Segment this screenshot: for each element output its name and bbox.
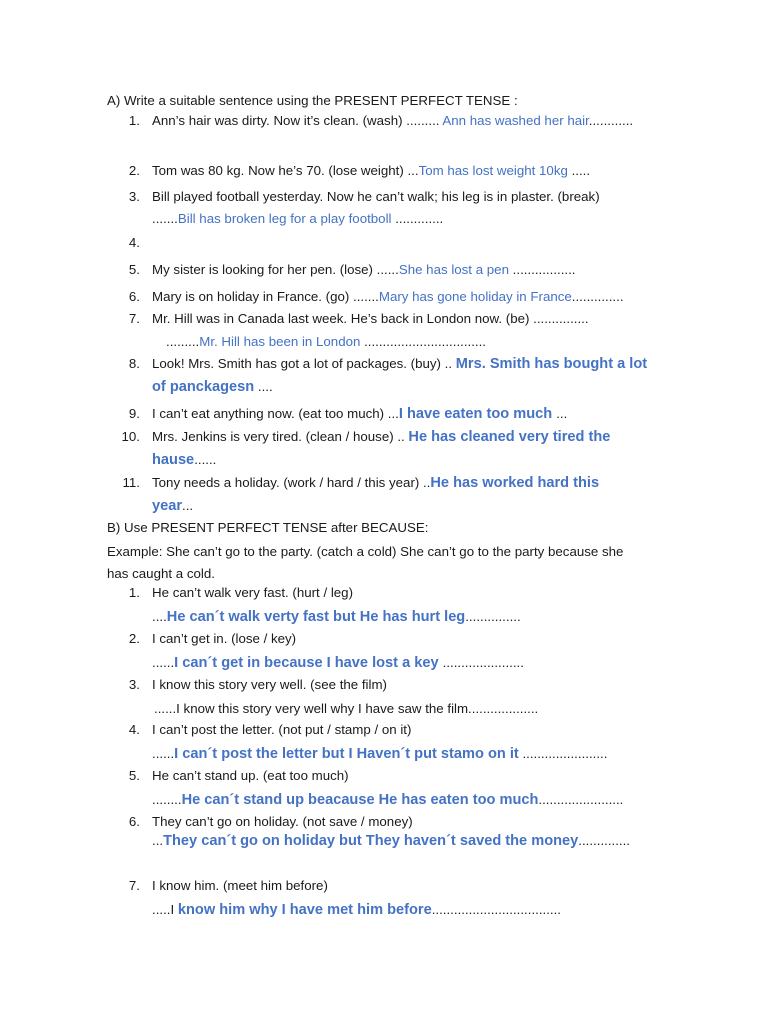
answer-line: ......I know this story very well why I have saw the film................... bbox=[154, 701, 539, 716]
answer-tail: ............ bbox=[588, 113, 634, 128]
answer-lead: ....... bbox=[152, 211, 178, 226]
question-text: They can’t go on holiday. (not save / money) bbox=[152, 814, 413, 829]
example-line: Example: She can’t go to the party. (catch a cold) She can’t go to the party because she bbox=[107, 544, 624, 559]
item-number: 6. bbox=[128, 814, 140, 829]
question-text: Tom was 80 kg. Now he’s 70. (lose weight) ... bbox=[152, 163, 419, 178]
item-number: 3. bbox=[128, 189, 140, 204]
list-item bbox=[152, 162, 590, 180]
item-number: 6. bbox=[128, 289, 140, 304]
answer-tail: ....................... bbox=[538, 792, 624, 807]
list-item bbox=[152, 405, 567, 423]
item-number: 8. bbox=[128, 356, 140, 371]
answer-line bbox=[152, 791, 623, 809]
answer-lead: ... bbox=[152, 833, 164, 848]
item-number: 3. bbox=[128, 677, 140, 692]
answer-tail: ... bbox=[556, 406, 568, 421]
item-number: 1. bbox=[128, 113, 140, 128]
question-text: Mr. Hill was in Canada last week. He’s back in London now. (be) ............... bbox=[152, 311, 589, 326]
answer-line bbox=[152, 608, 521, 626]
answer-line bbox=[152, 901, 561, 919]
question-text: My sister is looking for her pen. (lose) ...... bbox=[152, 262, 399, 277]
item-number: 7. bbox=[128, 878, 140, 893]
question-text: I know him. (meet him before) bbox=[152, 878, 328, 893]
section-b-heading: B) Use PRESENT PERFECT TENSE after BECAUSE: bbox=[107, 520, 429, 535]
answer-line bbox=[152, 832, 630, 850]
item-number: 5. bbox=[128, 262, 140, 277]
answer-text: Ann has washed her hair bbox=[442, 113, 589, 128]
answer-text: Mary has gone holiday in France bbox=[378, 289, 572, 304]
answer-tail: .............. bbox=[571, 289, 624, 304]
answer-line bbox=[152, 654, 524, 672]
answer-lead: ...... bbox=[152, 655, 175, 670]
answer-tail: .............. bbox=[578, 833, 631, 848]
item-number: 5. bbox=[128, 768, 140, 783]
answer-text: hause bbox=[152, 452, 195, 468]
answer-tail: ....................... bbox=[518, 746, 608, 761]
answer-text: Tom has lost weight 10kg bbox=[418, 163, 568, 178]
answer-text: I can´t post the letter but I Haven´t put stamo on it bbox=[174, 746, 519, 762]
question-text: Ann’s hair was dirty. Now it’s clean. (wash) ......... bbox=[152, 113, 443, 128]
item-number: 7. bbox=[128, 311, 140, 326]
question-text: I can’t get in. (lose / key) bbox=[152, 631, 297, 646]
question-text: He can’t walk very fast. (hurt / leg) bbox=[152, 585, 353, 600]
answer-tail: .... bbox=[254, 379, 273, 394]
answer-text: of panckagesn bbox=[152, 379, 255, 395]
answer-text: He can´t stand up beacause He has eaten too much bbox=[181, 792, 539, 808]
item-number: 1. bbox=[128, 585, 140, 600]
answer-tail: ..... bbox=[567, 163, 591, 178]
question-text: I can’t post the letter. (not put / stamp / on it) bbox=[152, 722, 412, 737]
answer-text: know him why I have met him before bbox=[177, 902, 432, 918]
answer-text: He has worked hard this bbox=[430, 475, 600, 491]
item-number: 10. bbox=[121, 429, 140, 444]
question-text: He can’t stand up. (eat too much) bbox=[152, 768, 349, 783]
answer-tail: ................................... bbox=[431, 902, 562, 917]
list-item bbox=[152, 288, 624, 306]
question-text: Mary is on holiday in France. (go) ....... bbox=[152, 289, 379, 304]
item-number: 4. bbox=[128, 235, 140, 250]
question-text: Bill played football yesterday. Now he can’t walk; his leg is in plaster. (break) bbox=[152, 189, 600, 204]
answer-text: They can´t go on holiday but They haven´t saved the money bbox=[163, 833, 579, 849]
answer-line bbox=[152, 378, 273, 396]
answer-text: Mrs. Smith has bought a lot bbox=[455, 356, 648, 372]
answer-lead: ...... bbox=[152, 746, 175, 761]
item-number: 2. bbox=[128, 631, 140, 646]
answer-line bbox=[152, 745, 607, 763]
answer-text: She has lost a pen bbox=[398, 262, 509, 277]
list-item bbox=[152, 112, 633, 130]
item-number: 4. bbox=[128, 722, 140, 737]
item-number: 2. bbox=[128, 163, 140, 178]
answer-line bbox=[152, 451, 216, 469]
list-item bbox=[152, 355, 647, 373]
answer-text: Bill has broken leg for a play footboll bbox=[177, 211, 392, 226]
item-number: 11. bbox=[122, 475, 140, 490]
answer-tail: ... bbox=[182, 498, 194, 513]
question-text: Look! Mrs. Smith has got a lot of packages. (buy) .. bbox=[152, 356, 456, 371]
answer-line bbox=[152, 210, 443, 228]
answer-line bbox=[152, 497, 193, 515]
answer-line bbox=[166, 333, 486, 351]
answer-lead: ........ bbox=[152, 792, 182, 807]
answer-text: I have eaten too much bbox=[398, 406, 557, 422]
answer-lead: ......... bbox=[166, 334, 200, 349]
answer-tail: ...................... bbox=[442, 655, 524, 670]
answer-text: Mr. Hill has been in London bbox=[199, 334, 361, 349]
answer-text: He can´t walk verty fast but He has hurt leg bbox=[166, 609, 466, 625]
list-item bbox=[152, 261, 575, 279]
answer-lead: .....I bbox=[152, 902, 178, 917]
section-a-heading: A) Write a suitable sentence using the PRESENT PERFECT TENSE : bbox=[107, 93, 518, 108]
answer-tail: ................. bbox=[508, 262, 576, 277]
list-item bbox=[152, 474, 599, 492]
answer-tail: ............. bbox=[391, 211, 444, 226]
answer-tail: ...... bbox=[194, 452, 217, 467]
answer-text: year bbox=[152, 498, 183, 514]
answer-lead: .... bbox=[152, 609, 167, 624]
item-number: 9. bbox=[128, 406, 140, 421]
answer-tail: ................................. bbox=[360, 334, 486, 349]
answer-text: I can´t get in because I have lost a key bbox=[174, 655, 443, 671]
question-text: Mrs. Jenkins is very tired. (clean / house) .. bbox=[152, 429, 409, 444]
question-text: I know this story very well. (see the film) bbox=[152, 677, 387, 692]
question-text: Tony needs a holiday. (work / hard / this year) .. bbox=[152, 475, 431, 490]
question-text: I can’t eat anything now. (eat too much) ... bbox=[152, 406, 399, 421]
list-item bbox=[152, 428, 610, 446]
answer-text: He has cleaned very tired the bbox=[408, 429, 611, 445]
answer-tail: ............... bbox=[465, 609, 521, 624]
example-line: has caught a cold. bbox=[107, 566, 215, 581]
